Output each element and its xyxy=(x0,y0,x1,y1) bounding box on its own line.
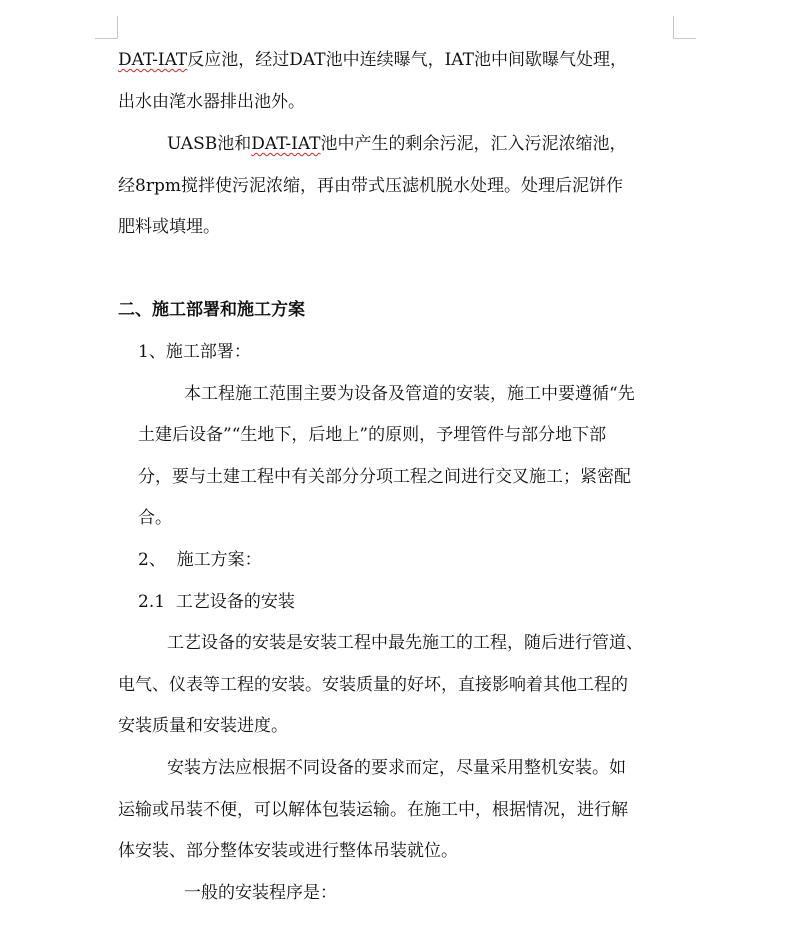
paragraph-4-line-3: 安装质量和安装进度。 xyxy=(118,716,288,736)
section-heading: 二、施工部署和施工方案 xyxy=(118,300,305,320)
spellcheck-term: DAT-IAT xyxy=(251,134,321,154)
paragraph-5-line-3: 体安装、部分整体安装或进行整体吊装就位。 xyxy=(118,841,458,861)
paragraph-5-line-1: 安装方法应根据不同设备的要求而定，尽量采用整机安装。如 xyxy=(167,758,626,778)
paragraph-3-line-4: 合。 xyxy=(138,508,172,528)
paragraph-3-line-2: 土建后设备”“生地下，后地上”的原则，予埋管件与部分地下部 xyxy=(138,425,607,445)
subheading-equipment-install: 2.1 工艺设备的安装 xyxy=(138,592,295,612)
subheading-plan: 2、 施工方案： xyxy=(138,550,262,570)
paragraph-3-line-3: 分，要与土建工程中有关部分分项工程之间进行交叉施工；紧密配 xyxy=(138,467,631,487)
margin-corner-mark-right xyxy=(673,16,696,39)
paragraph-1-line-1 xyxy=(118,49,627,71)
margin-corner-mark-left xyxy=(95,16,118,39)
text-run: UASB池和 xyxy=(167,134,252,154)
paragraph-6-line-1: 一般的安装程序是： xyxy=(184,883,337,903)
text-run: 池中产生的剩余污泥，汇入污泥浓缩池， xyxy=(320,134,627,154)
subheading-deployment: 1、施工部署： xyxy=(138,342,251,362)
paragraph-4-line-2: 电气、仪表等工程的安装。安装质量的好坏，直接影响着其他工程的 xyxy=(118,675,628,695)
spellcheck-term: DAT-IAT xyxy=(118,50,188,70)
paragraph-1-line-2: 出水由滗水器排出池外。 xyxy=(118,92,305,112)
paragraph-5-line-2: 运输或吊装不便，可以解体包装运输。在施工中，根据情况，进行解 xyxy=(118,800,628,820)
paragraph-4-line-1: 工艺设备的安装是安装工程中最先施工的工程，随后进行管道、 xyxy=(167,633,643,653)
paragraph-2-line-1 xyxy=(167,133,627,155)
paragraph-2-line-3: 肥料或填埋。 xyxy=(118,217,220,237)
paragraph-2-line-2: 经8rpm搅拌使污泥浓缩，再由带式压滤机脱水处理。处理后泥饼作 xyxy=(118,176,623,196)
paragraph-3-line-1: 本工程施工范围主要为设备及管道的安装，施工中要遵循“先 xyxy=(184,384,635,404)
text-run: 反应池，经过DAT池中连续曝气，IAT池中间歇曝气处理， xyxy=(187,50,627,70)
